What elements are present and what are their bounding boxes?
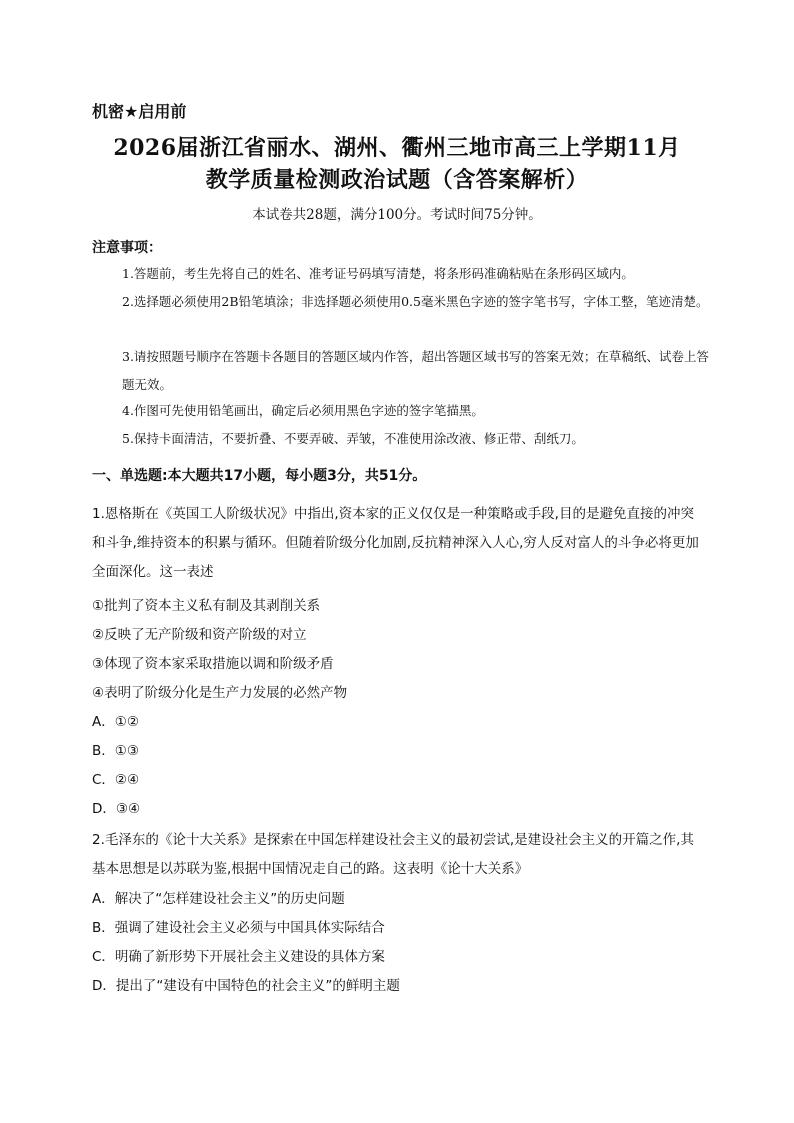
notice-item-1: 1.答题前，考生先将自己的姓名、准考证号码填写清楚，将条形码准确粘贴在条形码区域内。 [122,266,634,281]
question-2-option-b: B．强调了建设社会主义必须与中国具体实际结合 [92,920,385,936]
confidential-mark: 机密★启用前 [92,102,187,121]
question-2-option-c: C．明确了新形势下开展社会主义建设的具体方案 [92,949,385,965]
exam-info: 本试卷共28题，满分100分。考试时间75分钟。 [252,207,542,223]
question-1-option-d: D．③④ [92,801,141,817]
question-1-stem: 1.恩格斯在《英国工人阶级状况》中指出,资本家的正义仅仅是一种策略或手段,目的是避免直接的冲突和斗争,维持资本的积累与循环。但随着阶级分化加剧,反抗精神深入人心,穷人反对富人的斗争必将更加全面深化。这一表述 [92,506,699,580]
question-2-option-a: A．解决了“怎样建设社会主义”的历史问题 [92,891,345,907]
notice-item-4: 4.作图可先使用铅笔画出，确定后必须用黑色字迹的签字笔描黑。 [122,403,484,418]
question-1-statement-2: ②反映了无产阶级和资产阶级的对立 [92,627,307,643]
question-2-option-d: D．提出了“建设有中国特色的社会主义”的鲜明主题 [92,978,400,994]
question-1-option-a: A．①② [92,714,139,730]
notice-item-2: 2.选择题必须使用2B铅笔填涂；非选择题必须使用0.5毫米黑色字迹的签字笔书写，字体工整，笔迹清楚。 [122,294,709,309]
notice-item-3: 3.请按照题号顺序在答题卡各题目的答题区域内作答，超出答题区域书写的答案无效；在草稿纸、试卷上答题无效。 [122,349,709,392]
section-heading: 一、单选题:本大题共17小题，每小题3分，共51分。 [92,468,427,484]
question-1-option-b: B．①③ [92,743,139,759]
question-1-statement-1: ①批判了资本主义私有制及其剥削关系 [92,598,321,614]
question-2-stem: 2.毛泽东的《论十大关系》是探索在中国怎样建设社会主义的最初尝试,是建设社会主义的开篇之作,其基本思想是以苏联为鉴,根据中国情况走自己的路。这表明《论十大关系》 [92,832,694,877]
notice-item-5: 5.保持卡面清洁，不要折叠、不要弄破、弄皱，不准使用涂改液、修正带、刮纸刀。 [122,431,584,446]
question-1-statement-4: ④表明了阶级分化是生产力发展的必然产物 [92,685,348,701]
question-1-statement-3: ③体现了资本家采取措施以调和阶级矛盾 [92,656,334,672]
page-title-line-2: 教学质量检测政治试题（含答案解析） [205,167,589,193]
question-1-option-c: C．②④ [92,772,140,788]
page-title-line-1: 2026届浙江省丽水、湖州、衢州三地市高三上学期11月 [113,135,681,161]
notice-heading: 注意事项： [92,240,162,256]
